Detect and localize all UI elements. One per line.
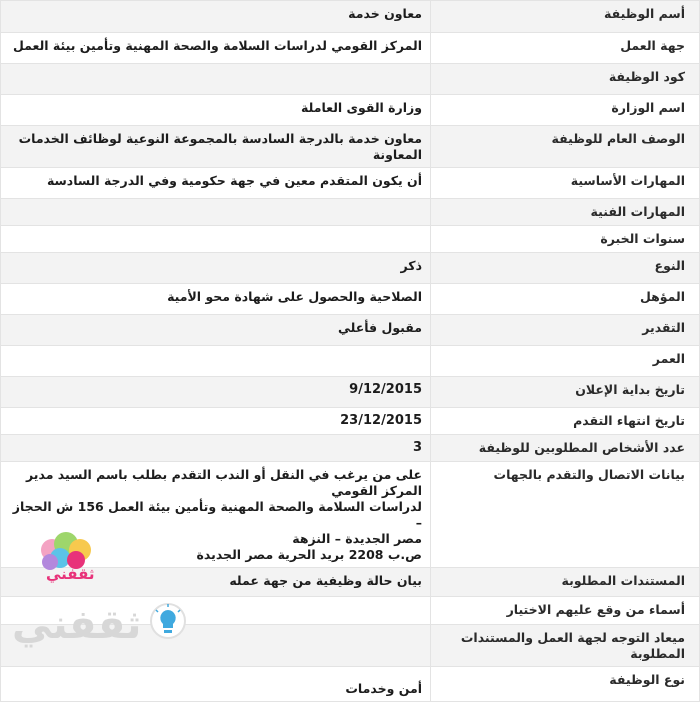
label-description: الوصف العام للوظيفة xyxy=(431,126,700,168)
value-job-type: أمن وخدمات xyxy=(1,667,431,702)
label-start-date: تاريخ بداية الإعلان xyxy=(431,377,700,408)
row-tech-skills xyxy=(1,199,700,226)
row-age xyxy=(1,346,700,377)
row-job-type xyxy=(1,667,700,702)
value-experience xyxy=(1,226,431,253)
value-basic-skills: أن يكون المتقدم معين في جهة حكومية وفي الدرجة السادسة xyxy=(1,168,431,199)
value-job-code xyxy=(1,64,431,95)
row-end-date xyxy=(1,408,700,435)
label-qualification: المؤهل xyxy=(431,284,700,315)
row-contact xyxy=(1,462,700,568)
row-basic-skills xyxy=(1,168,700,199)
value-start-date: 9/12/2015 xyxy=(1,377,431,408)
label-appointment: ميعاد التوجه لجهة العمل والمستندات المطلوبة xyxy=(431,625,700,667)
value-tech-skills xyxy=(1,199,431,226)
value-end-date: 23/12/2015 xyxy=(1,408,431,435)
label-experience: سنوات الخبرة xyxy=(431,226,700,253)
label-job-code: كود الوظيفة xyxy=(431,64,700,95)
label-documents: المستندات المطلوبة xyxy=(431,568,700,597)
row-job-name xyxy=(1,1,700,33)
row-gender xyxy=(1,253,700,284)
row-experience xyxy=(1,226,700,253)
label-grade: التقدير xyxy=(431,315,700,346)
row-description xyxy=(1,126,700,168)
value-ministry: وزارة القوى العاملة xyxy=(1,95,431,126)
label-end-date: تاريخ انتهاء التقدم xyxy=(431,408,700,435)
lightbulb-icon xyxy=(148,601,188,645)
row-grade xyxy=(1,315,700,346)
logo-small-text: ثقفني xyxy=(46,565,95,583)
value-gender: ذكر xyxy=(1,253,431,284)
label-ministry: اسم الوزارة xyxy=(431,95,700,126)
row-start-date xyxy=(1,377,700,408)
contact-line-3: مصر الجديدة – النزهة xyxy=(292,531,422,546)
row-qualification xyxy=(1,284,700,315)
label-tech-skills: المهارات الفنية xyxy=(431,199,700,226)
label-employer: جهة العمل xyxy=(431,33,700,64)
logo-big-text: ثقفني xyxy=(12,602,142,648)
label-gender: النوع xyxy=(431,253,700,284)
label-job-name: أسم الوظيفة xyxy=(431,1,700,33)
label-contact: بيانات الاتصال والتقدم بالجهات xyxy=(431,462,700,568)
value-employer: المركز القومي لدراسات السلامة والصحة المهنية وتأمين بيئة العمل xyxy=(1,33,431,64)
value-age xyxy=(1,346,431,377)
row-headcount xyxy=(1,435,700,462)
label-age: العمر xyxy=(431,346,700,377)
value-description: معاون خدمة بالدرجة السادسة بالمجموعة النوعية لوظائف الخدمات المعاونة xyxy=(1,126,431,168)
label-basic-skills: المهارات الأساسية xyxy=(431,168,700,199)
label-job-type: نوع الوظيفة xyxy=(431,667,700,702)
value-grade: مقبول فأعلي xyxy=(1,315,431,346)
value-headcount: 3 xyxy=(1,435,431,462)
row-employer xyxy=(1,33,700,64)
contact-line-4: ص.ب 2208 بريد الحرية مصر الجديدة xyxy=(196,547,422,562)
label-selected: أسماء من وقع عليهم الاختيار xyxy=(431,597,700,625)
contact-line-1: على من يرغب في النقل أو الندب التقدم بطلب باسم السيد مدير المركز القومي xyxy=(26,467,422,498)
value-documents: بيان حالة وظيفية من جهة عمله xyxy=(1,568,431,597)
value-job-name: معاون خدمة xyxy=(1,1,431,33)
row-job-code xyxy=(1,64,700,95)
value-qualification: الصلاحية والحصول على شهادة محو الأمية xyxy=(1,284,431,315)
row-documents xyxy=(1,568,700,597)
label-headcount: عدد الأشخاص المطلوبين للوظيفة xyxy=(431,435,700,462)
contact-line-2: لدراسات السلامة والصحة المهنية وتأمين بيئة العمل 156 ش الحجاز – xyxy=(12,499,422,530)
row-ministry xyxy=(1,95,700,126)
